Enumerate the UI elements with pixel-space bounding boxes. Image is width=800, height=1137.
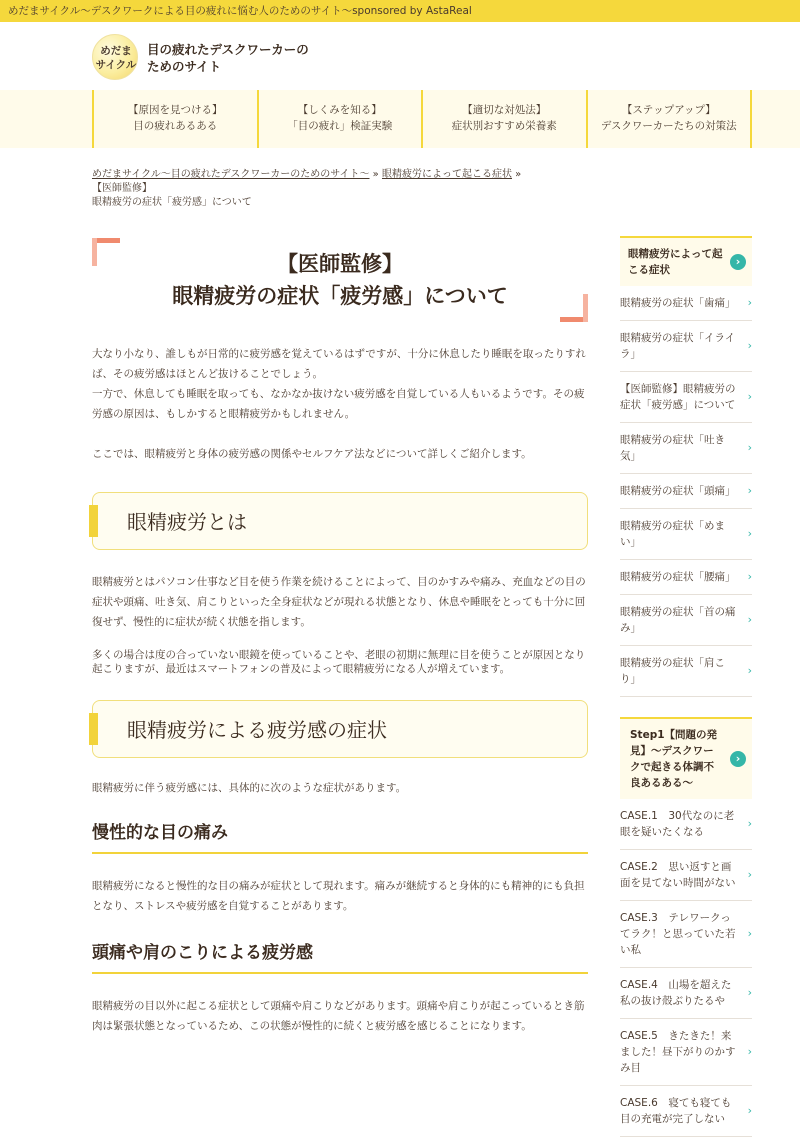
chevron-right-icon: ›: [747, 868, 752, 881]
subsection-heading: 頭痛や肩のこりによる疲労感: [92, 940, 588, 974]
intro-paragraph: 大なり小なり、誰しもが日常的に疲労感を覚えているはずですが、十分に休息したり睡眠を取ったりすれば、その疲労感はほとんど抜けることでしょう。: [92, 348, 586, 380]
breadcrumb-current: 【医師監修】: [92, 183, 152, 194]
article: [92, 238, 588, 1036]
site-title[interactable]: 目の疲れたデスクワーカーの ためのサイト: [147, 42, 309, 74]
chevron-right-icon: ›: [747, 986, 752, 999]
page-title: 【医師監修】 眼精疲労の症状「疲労感」について: [172, 252, 508, 308]
body-paragraph: 眼精疲労の目以外に起こる症状として頭痛や肩こりなどがあります。頭痛や肩こりが起こっているとき筋肉は緊張状態となっているため、この状態が慢性的に続くと疲労感を感じることになります。: [92, 1000, 585, 1032]
sidebar-link[interactable]: CASE.3 テレワークってラク！と思っていた若い私 ›: [620, 901, 752, 968]
sidebar-link[interactable]: 眼精疲労の症状「歯痛」 ›: [620, 286, 752, 321]
nav-item-cause[interactable]: 【原因を見つける】 目の疲れあるある: [92, 90, 257, 148]
chevron-right-icon: ›: [747, 484, 752, 497]
sidebar-section-title[interactable]: 眼精疲労によって起こる症状 ›: [620, 236, 752, 286]
sidebar-link[interactable]: 眼精疲労の症状「イライラ」 ›: [620, 321, 752, 372]
chevron-right-icon: ›: [747, 664, 752, 677]
sidebar-link[interactable]: CASE.5 きたきた！来ました！昼下がりのかすみ目 ›: [620, 1019, 752, 1086]
chevron-right-circle-icon: ›: [730, 254, 746, 270]
breadcrumb-parent-link[interactable]: 眼精疲労によって起こる症状: [381, 169, 512, 180]
site-logo[interactable]: [92, 34, 138, 80]
global-nav: [0, 90, 800, 148]
chevron-right-icon: ›: [747, 1104, 752, 1117]
chevron-right-icon: ›: [747, 1045, 752, 1058]
section-heading: 眼精疲労とは: [127, 510, 247, 534]
sidebar-link[interactable]: 眼精疲労の症状「頭痛」 ›: [620, 474, 752, 509]
sidebar-link[interactable]: 眼精疲労の症状「めまい」 ›: [620, 509, 752, 560]
sidebar: [620, 236, 752, 1137]
breadcrumb: [92, 168, 532, 210]
sidebar-link[interactable]: 眼精疲労の症状「肩こり」 ›: [620, 646, 752, 697]
sidebar-link[interactable]: CASE.2 思い返すと画面を見てない時間がない ›: [620, 850, 752, 901]
breadcrumb-current-title: 眼精疲労の症状「疲労感」について: [92, 197, 252, 208]
chevron-right-icon: ›: [747, 390, 752, 403]
top-banner: [0, 0, 800, 22]
site-header: [0, 22, 800, 90]
chevron-right-icon: ›: [747, 527, 752, 540]
logo-text: めだま サイクル: [95, 45, 137, 71]
sidebar-link[interactable]: 眼精疲労の症状「腰痛」 ›: [620, 560, 752, 595]
breadcrumb-separator: »: [511, 169, 522, 180]
chevron-right-icon: ›: [747, 296, 752, 309]
chevron-right-circle-icon: ›: [730, 751, 746, 767]
section-heading-box: [92, 700, 588, 758]
sidebar-link[interactable]: CASE.4 山場を超えた私の抜け殻ぶりたるや ›: [620, 968, 752, 1019]
sidebar-link[interactable]: CASE.6 寝ても寝ても目の充電が完了しない ›: [620, 1086, 752, 1137]
sidebar-link-current[interactable]: 【医師監修】眼精疲労の症状「疲労感」について ›: [620, 372, 752, 423]
nav-item-mechanism[interactable]: 【しくみを知る】 「目の疲れ」検証実験: [257, 90, 422, 148]
sidebar-link[interactable]: 眼精疲労の症状「吐き気」 ›: [620, 423, 752, 474]
article-title-box: [92, 238, 588, 322]
chevron-right-icon: ›: [747, 927, 752, 940]
top-banner-text: めだまサイクル〜デスクワークによる目の疲れに悩む人のためのサイト〜sponsored by AstaReal: [8, 5, 472, 17]
body-paragraph: 多くの場合は度の合っていない眼鏡を使っていることや、老眼の初期に無理に目を使うことが原因となり起こりますが、最近はスマートフォンの普及によって眼精疲労になる人が増えています。: [92, 649, 586, 675]
subsection-heading: 慢性的な目の痛み: [92, 820, 588, 854]
chevron-right-icon: ›: [747, 817, 752, 830]
breadcrumb-home-link[interactable]: めだまサイクル〜目の疲れたデスクワーカーのためのサイト〜: [92, 169, 370, 180]
sidebar-link[interactable]: CASE.1 30代なのに老眼を疑いたくなる ›: [620, 799, 752, 850]
body-paragraph: 眼精疲労に伴う疲労感には、具体的に次のような症状があります。: [92, 782, 407, 794]
sidebar-section-title[interactable]: Step1【問題の発見】〜デスクワークで起きる体調不良あるある〜 ›: [620, 717, 752, 799]
intro-paragraph: ここでは、眼精疲労と身体の疲労感の関係やセルフケア法などについて詳しくご紹介します。: [92, 448, 532, 460]
nav-item-remedy[interactable]: 【適切な対処法】 症状別おすすめ栄養素: [421, 90, 586, 148]
sidebar-link[interactable]: 眼精疲労の症状「首の痛み」 ›: [620, 595, 752, 646]
nav-item-stepup[interactable]: 【ステップアップ】 デスクワーカーたちの対策法: [586, 90, 753, 148]
breadcrumb-separator: »: [369, 169, 382, 180]
chevron-right-icon: ›: [747, 441, 752, 454]
chevron-right-icon: ›: [747, 339, 752, 352]
body-paragraph: 眼精疲労になると慢性的な目の痛みが症状として現れます。痛みが継続すると身体的にも精神的にも負担となり、ストレスや疲労感を自覚することがあります。: [92, 880, 585, 912]
intro-paragraph: 一方で、休息しても睡眠を取っても、なかなか抜けない疲労感を自覚している人もいるようです。その疲労感の原因は、もしかすると眼精疲労かもしれません。: [92, 388, 585, 420]
body-paragraph: 眼精疲労とはパソコン仕事など目を使う作業を続けることによって、目のかすみや痛み、充血などの目の症状や頭痛、吐き気、肩こりといった全身症状などが現れる状態となり、休息や睡眠をとっても十分に回復せず、慢性的に症状が続く状態を指します。: [92, 576, 586, 628]
section-heading-box: [92, 492, 588, 550]
chevron-right-icon: ›: [747, 570, 752, 583]
section-heading: 眼精疲労による疲労感の症状: [127, 718, 387, 742]
chevron-right-icon: ›: [747, 613, 752, 626]
